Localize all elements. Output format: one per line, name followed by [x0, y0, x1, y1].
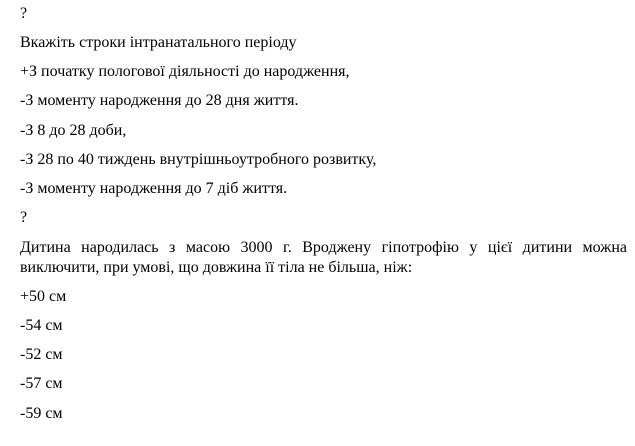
- question-1-answer-4: -З 28 по 40 тиждень внутрішньоутробного розвитку,: [20, 151, 377, 168]
- question-1-text: Вкажіть строки інтранатального періоду: [20, 34, 297, 51]
- question-2-answer-3: -52 см: [20, 346, 63, 363]
- question-2-answer-5: -59 см: [20, 405, 63, 422]
- question-2-text: Дитина народилась з масою 3000 г. Вроджену гіпотрофію у цієї дитини можна виключити, при умові, що довжина її тіла не більша, ніж:: [20, 239, 627, 276]
- question-1-answer-1: +З початку пологової діяльності до народження,: [20, 63, 350, 80]
- question-1-answer-2: -З моменту народження до 28 дня життя.: [20, 92, 299, 109]
- question-1-answer-3: -З 8 до 28 доби,: [20, 122, 127, 139]
- question-1-marker: ?: [20, 5, 28, 22]
- question-2-answer-2: -54 см: [20, 317, 63, 334]
- question-2-marker: ?: [20, 209, 28, 226]
- question-1-answer-5: -З моменту народження до 7 діб життя.: [20, 180, 288, 197]
- question-2-answer-1: +50 см: [20, 288, 67, 305]
- question-2-answer-4: -57 см: [20, 375, 63, 392]
